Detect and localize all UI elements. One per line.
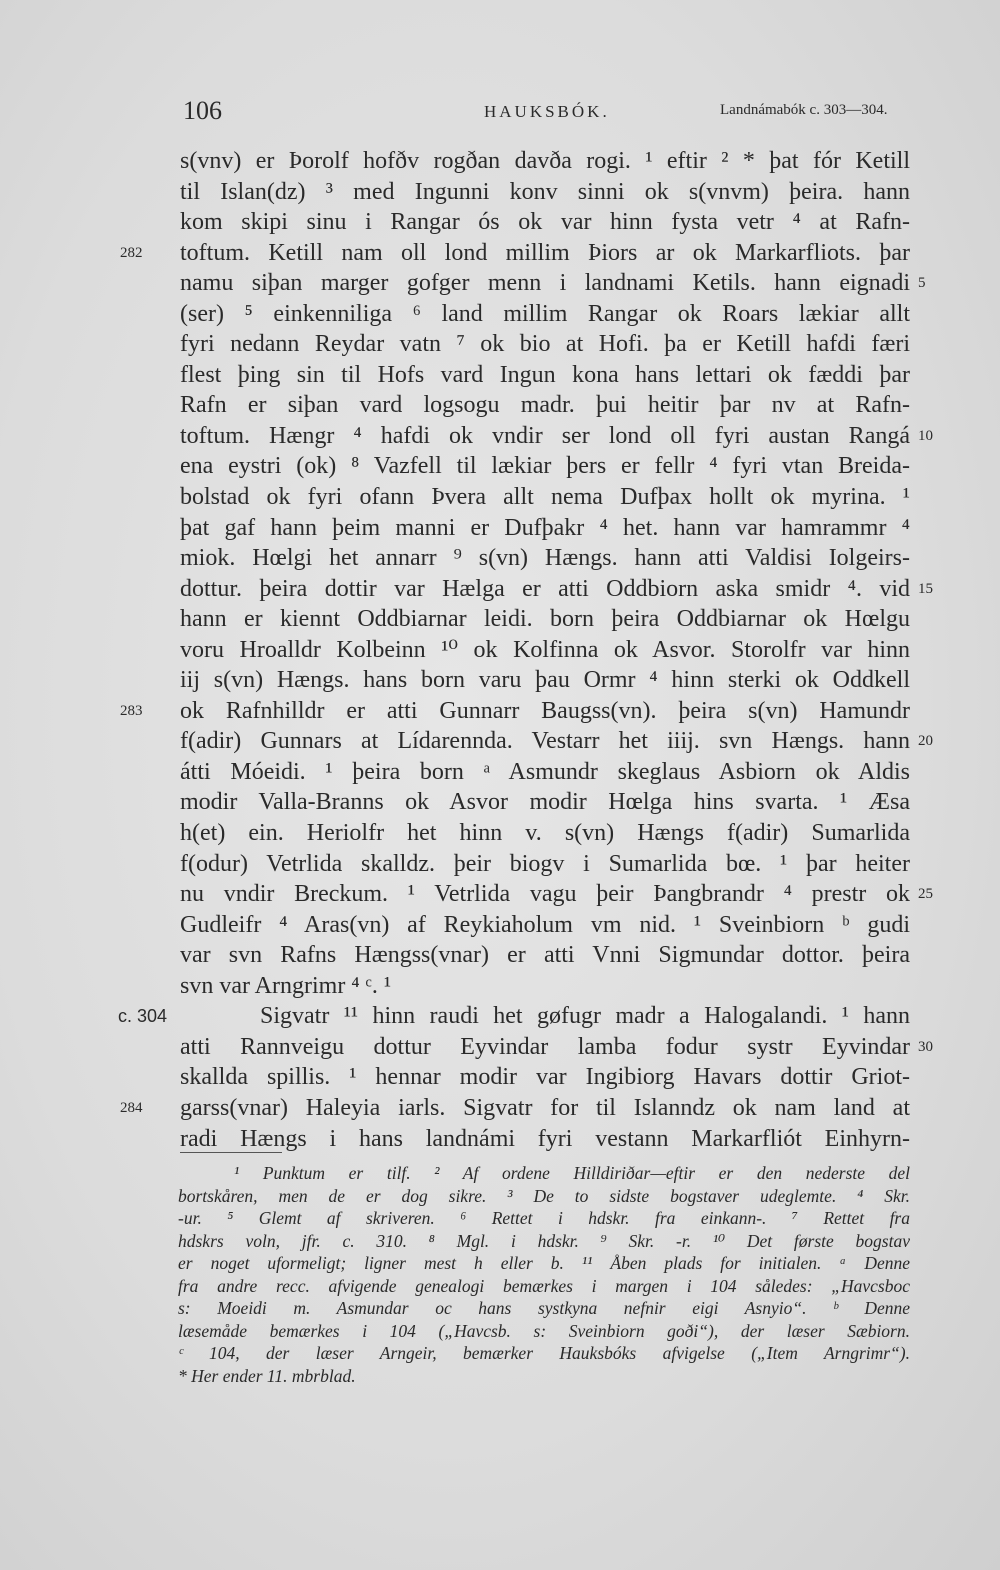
line-text: svn var Arngrimr ⁴ ᶜ. ¹ bbox=[180, 972, 392, 999]
text-line bbox=[120, 238, 910, 269]
line-text: radi Hængs i hans landnámi fyri vestann Markarfliót Einhyrn- bbox=[180, 1125, 910, 1152]
footnotes bbox=[178, 1162, 910, 1387]
line-number: 20 bbox=[918, 733, 933, 750]
text-line bbox=[180, 543, 910, 574]
section-reference: Landnámabók c. 303—304. bbox=[720, 102, 888, 118]
text-line bbox=[180, 910, 910, 941]
line-text: þat gaf hann þeim manni er Dufþakr ⁴ het. hann var hamrammr ⁴ bbox=[180, 514, 910, 541]
text-line bbox=[180, 146, 910, 177]
footnote-line: fra andre recc. afvigende genealogi bemærkes i margen i 104 således: „Havcsboc bbox=[178, 1275, 910, 1296]
line-number: 5 bbox=[918, 275, 926, 292]
text-line bbox=[180, 665, 910, 696]
line-text: toftum. Hængr ⁴ hafdi ok vndir ser lond oll fyri austan Rangá bbox=[180, 422, 910, 449]
text-line bbox=[180, 818, 910, 849]
line-text: toftum. Ketill nam oll lond millim Þiors ar ok Markarfliots. þar bbox=[180, 239, 910, 266]
footnote-line: hdskrs voln, jfr. c. 310. ⁸ Mgl. i hdskr. ⁹ Skr. -r. ¹⁰ Det første bogstav bbox=[178, 1230, 910, 1251]
text-line bbox=[180, 849, 910, 880]
line-number: 25 bbox=[918, 886, 933, 903]
text-line bbox=[180, 207, 910, 238]
page-number: 106 bbox=[183, 96, 222, 125]
line-text: Gudleifr ⁴ Aras(vn) af Reykiaholum vm nid. ¹ Sveinbiorn ᵇ gudi bbox=[180, 911, 910, 938]
running-head bbox=[0, 96, 1000, 136]
text-line bbox=[180, 482, 910, 513]
line-text: iij s(vn) Hængs. hans born varu þau Ormr ⁴ hinn sterki ok Oddkell bbox=[180, 667, 910, 694]
text-line bbox=[180, 390, 910, 421]
line-text: voru Hroalldr Kolbeinn ¹⁰ ok Kolfinna ok Asvor. Storolfr var hinn bbox=[180, 636, 910, 663]
text-line bbox=[180, 604, 910, 635]
manuscript-page-marker: 282 bbox=[120, 244, 143, 261]
line-text: bolstad ok fyri ofann Þvera allt nema Dufþax hollt ok myrina. ¹ bbox=[180, 484, 910, 511]
line-text: átti Móeidi. ¹ þeira born ᵃ Asmundr skeglaus Asbiorn ok Aldis bbox=[180, 758, 910, 785]
line-text: ena eystri (ok) ⁸ Vazfell til lækiar þers er fellr ⁴ fyri vtan Breida- bbox=[180, 453, 910, 480]
line-text: garss(vnar) Haleyia iarls. Sigvatr for til Islanndz ok nam land at bbox=[180, 1094, 910, 1121]
text-line bbox=[180, 513, 910, 544]
text-line bbox=[180, 421, 933, 452]
line-text: f(odur) Vetrlida skalldz. þeir biogv i Sumarlida bœ. ¹ þar heiter bbox=[180, 850, 910, 877]
text-line bbox=[180, 451, 910, 482]
line-text: skallda spillis. ¹ hennar modir var Ingibiorg Havars dottir Griot- bbox=[180, 1064, 910, 1091]
manuscript-page-marker: 284 bbox=[120, 1099, 143, 1116]
line-text: atti Rannveigu dottur Eyvindar lamba fodur systr Eyvindar bbox=[180, 1033, 910, 1060]
main-text bbox=[118, 146, 933, 1154]
text-line bbox=[120, 1093, 910, 1124]
text-line bbox=[180, 360, 910, 391]
line-text: hann er kiennt Oddbiarnar leidi. born þeira Oddbiarnar ok Hœlgu bbox=[180, 606, 910, 633]
footnote-line: bortskåren, men de er dog sikre. ³ De to sidste bogstaver udeglemte. ⁴ Skr. bbox=[178, 1185, 910, 1206]
text-line bbox=[180, 726, 933, 757]
line-text: s(vnv) er Þorolf hofðv rogðan davða rogi. ¹ eftir ² * þat fór Ketill bbox=[180, 148, 910, 174]
manuscript-page-marker: 283 bbox=[120, 702, 143, 719]
text-line bbox=[180, 268, 926, 299]
text-line bbox=[180, 1062, 910, 1093]
line-text: flest þing sin til Hofs vard Ingun kona hans lettari ok fæddi þar bbox=[180, 361, 910, 388]
line-text: dottur. þeira dottir var Hælga er atti Oddbiorn aska smidr ⁴. vid bbox=[180, 575, 910, 602]
footnote-line: ¹ Punktum er tilf. ² Af ordene Hilldiriðar—eftir er den nederste del bbox=[234, 1163, 910, 1183]
line-text: Sigvatr ¹¹ hinn raudi het gøfugr madr a Halogalandi. ¹ hann bbox=[260, 1003, 910, 1030]
line-text: f(adir) Gunnars at Lídarennda. Vestarr het iiij. svn Hængs. hann bbox=[180, 728, 910, 755]
line-text: (ser) ⁵ einkenniliga ⁶ land millim Rangar ok Roars lækiar allt bbox=[180, 300, 910, 327]
text-line bbox=[120, 696, 910, 727]
footnote-rule bbox=[180, 1152, 282, 1153]
line-text: Rafn er siþan vard logsogu madr. þui heitir þar nv at Rafn- bbox=[180, 392, 910, 419]
text-line bbox=[180, 574, 933, 605]
footnote-line: s: Moeidi m. Asmundar oc hans systkyna nefnir eigi Asnyio“. ᵇ Denne bbox=[178, 1298, 910, 1318]
footnote-line: læsemåde bemærkes i 104 („Havcsb. s: Sveinbiorn goði“), der læser Sæbiorn. bbox=[178, 1320, 910, 1341]
text-line bbox=[180, 787, 910, 818]
text-line bbox=[180, 1032, 933, 1063]
line-text: var svn Rafns Hængss(vnar) er atti Vnni Sigmundar dottor. þeira bbox=[180, 942, 910, 969]
line-text: til Islan(dz) ³ med Ingunni konv sinni ok s(vnvm) þeira. hann bbox=[180, 178, 910, 205]
footnote-line: er noget uformeligt; ligner mest h eller b. ¹¹ Åben plads for initialen. ᵃ Denne bbox=[178, 1253, 910, 1273]
line-text: kom skipi sinu i Rangar ós ok var hinn fysta vetr ⁴ at Rafn- bbox=[180, 209, 910, 236]
line-text: fyri nedann Reydar vatn ⁷ ok bio at Hofi. þa er Ketill hafdi færi bbox=[180, 331, 910, 358]
footnote-line: -ur. ⁵ Glemt af skriveren. ⁶ Rettet i hdskr. fra einkann-. ⁷ Rettet fra bbox=[178, 1208, 910, 1228]
line-number: 10 bbox=[918, 427, 933, 444]
header-title: HAUKSBÓK. bbox=[484, 102, 610, 121]
text-line bbox=[180, 940, 910, 971]
line-number: 15 bbox=[918, 580, 933, 597]
line-number: 30 bbox=[918, 1038, 933, 1055]
text-line bbox=[180, 757, 910, 788]
line-text: miok. Hœlgi het annarr ⁹ s(vn) Hængs. hann atti Valdisi Iolgeirs- bbox=[180, 545, 910, 572]
line-text: ok Rafnhilldr er atti Gunnarr Baugss(vn). þeira s(vn) Hamundr bbox=[180, 697, 910, 724]
text-line bbox=[180, 879, 933, 910]
text-line bbox=[180, 971, 910, 1002]
footnote-line: ᶜ 104, der læser Arngeir, bemærker Hauksbóks afvigelse („Item Arngrimr“). bbox=[178, 1343, 910, 1363]
footnote-line: * Her ender 11. mbrblad. bbox=[178, 1365, 356, 1386]
line-text: modir Valla-Branns ok Asvor modir Hœlga hins svarta. ¹ Æsa bbox=[180, 789, 910, 816]
text-line bbox=[180, 299, 910, 330]
line-text: namu siþan marger gofger menn i landnami Ketils. hann eignadi bbox=[180, 270, 910, 297]
chapter-marker: c. 304 bbox=[118, 1006, 168, 1027]
text-line bbox=[180, 329, 910, 360]
line-text: nu vndir Breckum. ¹ Vetrlida vagu þeir Þangbrandr ⁴ prestr ok bbox=[180, 881, 910, 908]
text-line bbox=[180, 635, 910, 666]
text-line bbox=[118, 1001, 910, 1032]
text-line bbox=[180, 1124, 910, 1155]
text-line bbox=[180, 177, 910, 208]
line-text: h(et) ein. Heriolfr het hinn v. s(vn) Hængs f(adir) Sumarlida bbox=[180, 820, 910, 847]
